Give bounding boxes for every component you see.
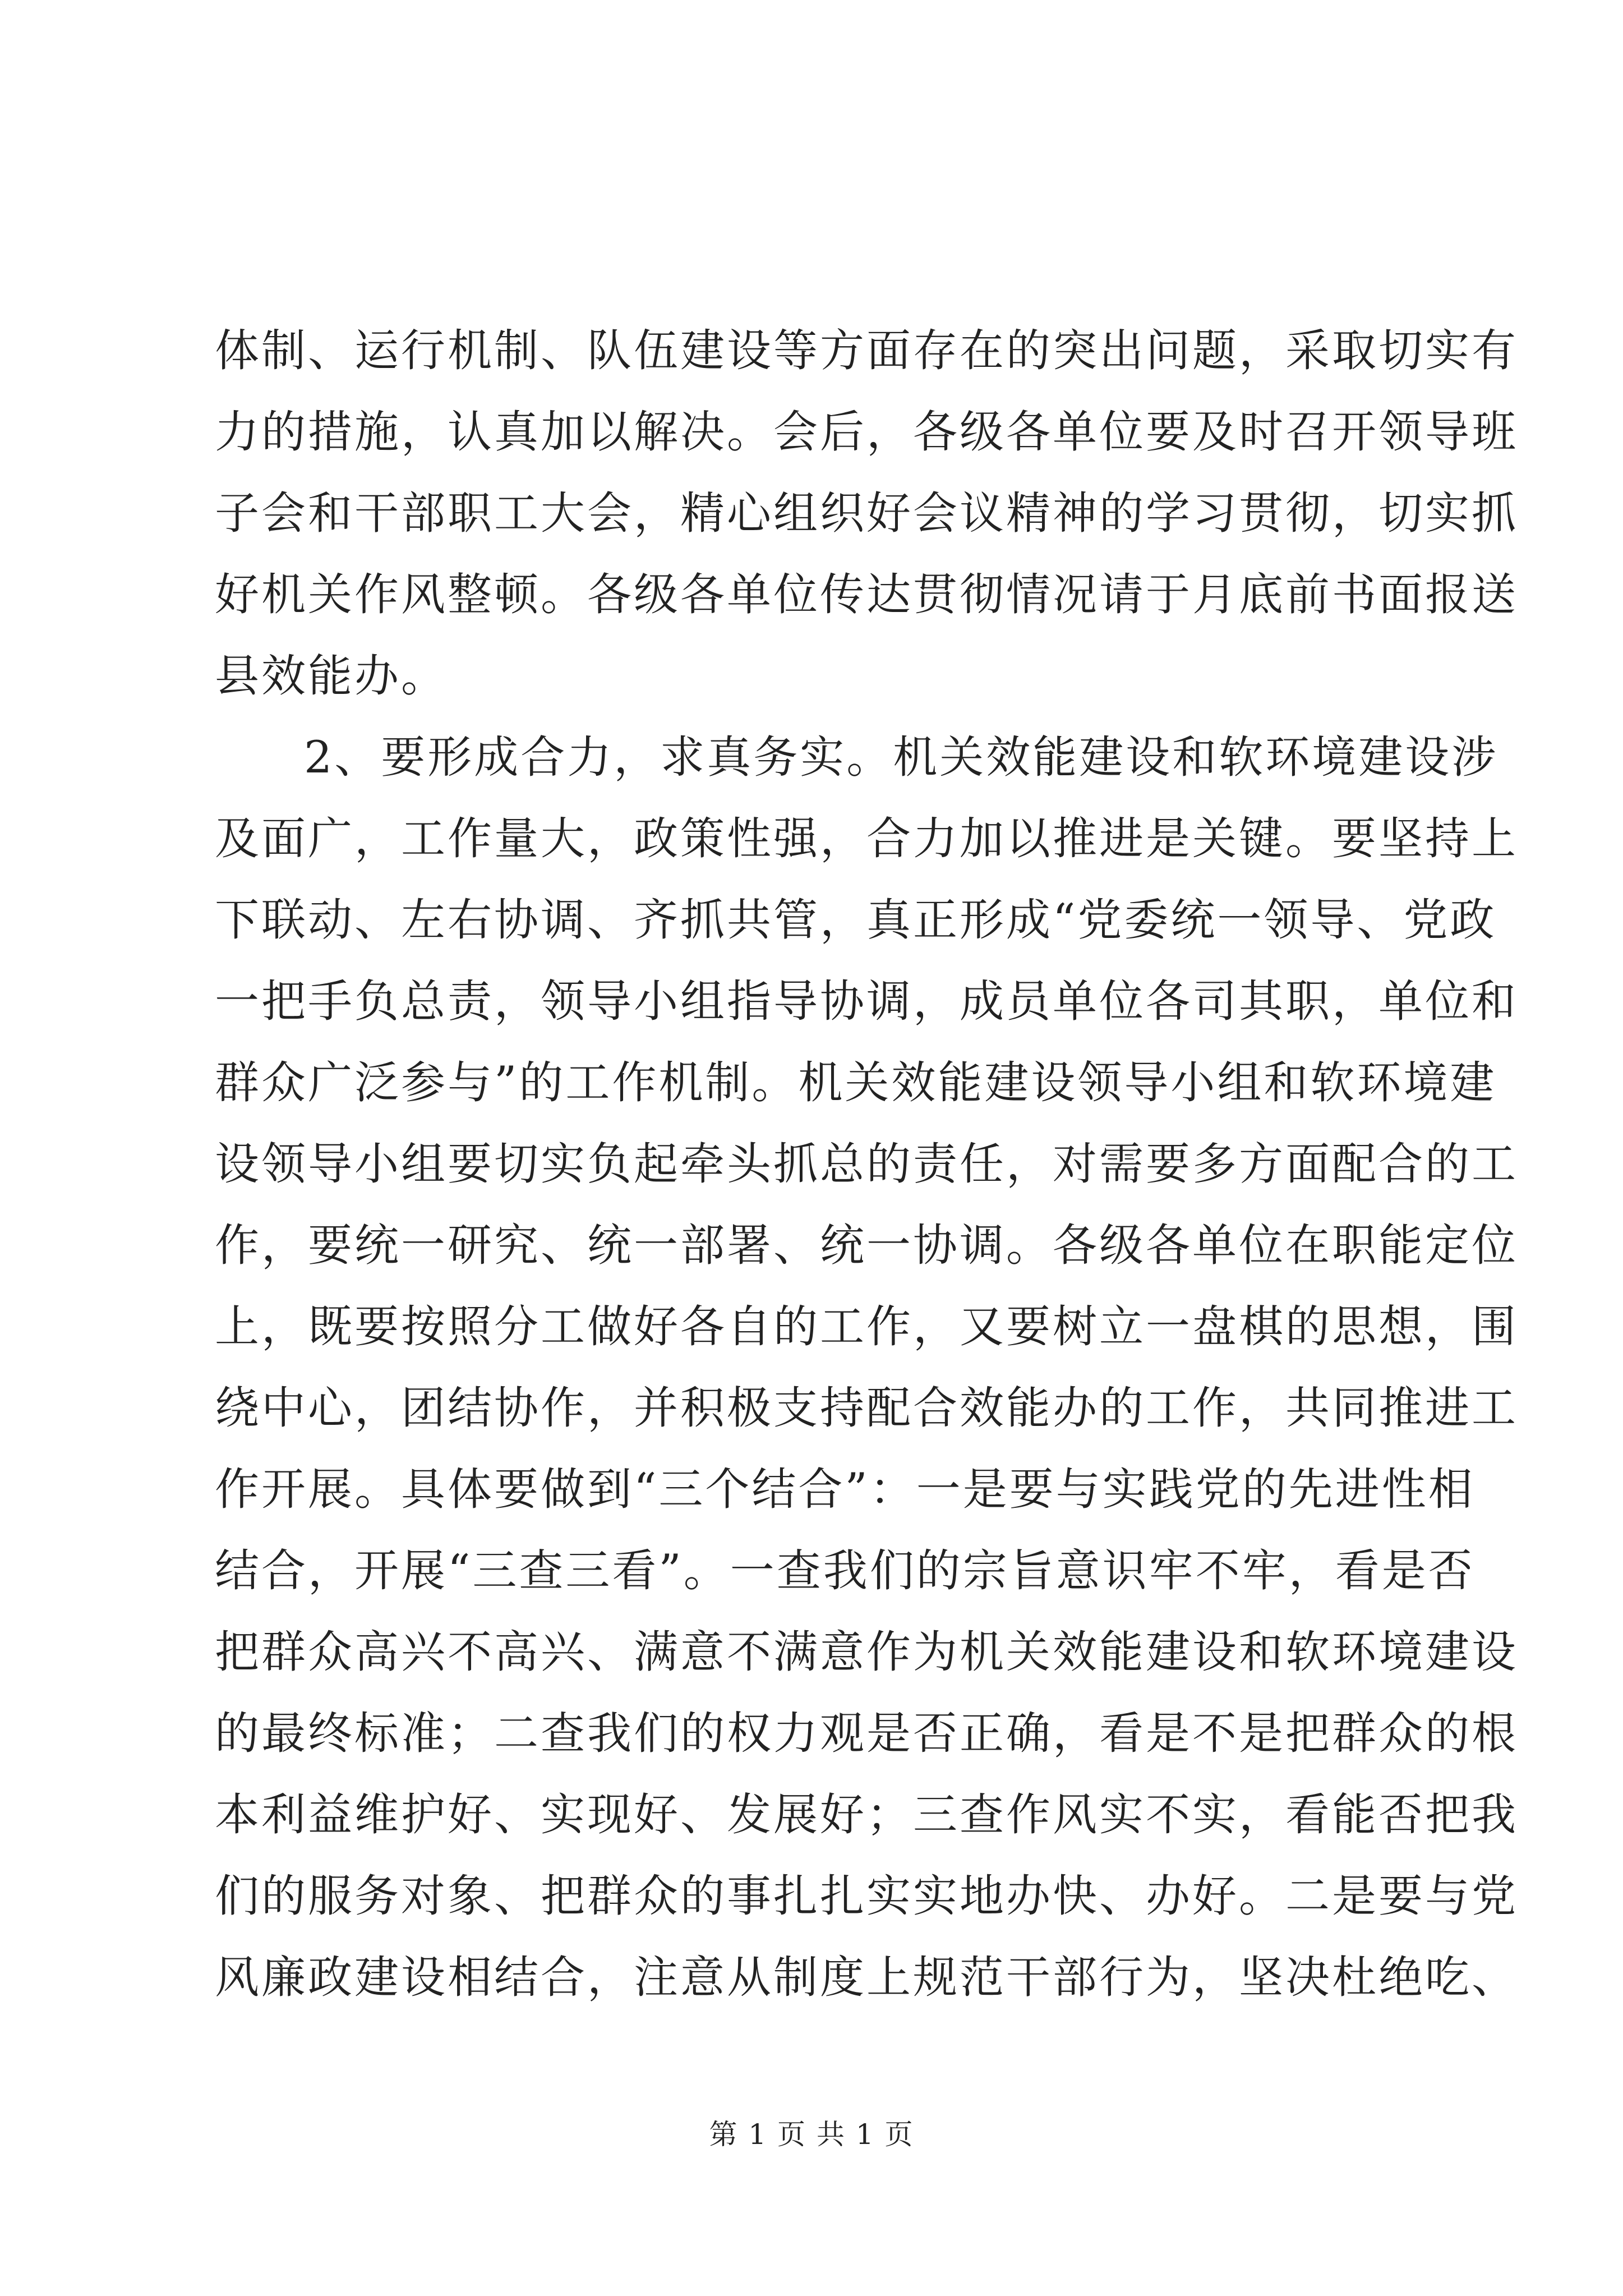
text-line: 本利益维护好、实现好、发展好；三查作风实不实，看能否把我	[215, 1789, 1518, 1841]
text-line: 把群众高兴不高兴、满意不满意作为机关效能建设和软环境建设	[215, 1626, 1518, 1678]
text-line: 绕中心，团结协作，并积极支持配合效能办的工作，共同推进工	[215, 1382, 1518, 1434]
text-line: 下联动、左右协调、齐抓共管，真正形成“党委统一领导、党政	[215, 894, 1497, 946]
text-line: 2、要形成合力，求真务实。机关效能建设和软环境建设涉	[304, 731, 1498, 783]
text-line: 群众广泛参与”的工作机制。机关效能建设领导小组和软环境建	[215, 1057, 1497, 1108]
text-line: 作，要统一研究、统一部署、统一协调。各级各单位在职能定位	[215, 1220, 1518, 1271]
text-line: 的最终标准；二查我们的权力观是否正确，看是不是把群众的根	[215, 1708, 1518, 1759]
text-line: 设领导小组要切实负起牵头抓总的责任，对需要多方面配合的工	[215, 1138, 1518, 1190]
page-number-footer: 第 1 页 共 1 页	[709, 2118, 914, 2151]
text-line: 体制、运行机制、队伍建设等方面存在的突出问题，采取切实有	[215, 325, 1518, 376]
text-line: 好机关作风整顿。各级各单位传达贯彻情况请于月底前书面报送	[215, 569, 1518, 620]
text-line: 作开展。具体要做到“三个结合”：一是要与实践党的先进性相	[215, 1464, 1475, 1515]
text-line: 一把手负总责，领导小组指导协调，成员单位各司其职，单位和	[215, 976, 1518, 1027]
text-line: 力的措施，认真加以解决。会后，各级各单位要及时召开领导班	[215, 406, 1518, 458]
text-line: 及面广，工作量大，政策性强，合力加以推进是关键。要坚持上	[215, 813, 1518, 864]
text-line: 县效能办。	[215, 650, 448, 702]
text-line: 子会和干部职工大会，精心组织好会议精神的学习贯彻，切实抓	[215, 487, 1518, 539]
text-line: 上，既要按照分工做好各自的工作，又要树立一盘棋的思想，围	[215, 1301, 1518, 1352]
text-line: 结合，开展“三查三看”。一查我们的宗旨意识牢不牢，看是否	[215, 1545, 1475, 1596]
text-line: 风廉政建设相结合，注意从制度上规范干部行为，坚决杜绝吃、	[215, 1952, 1518, 2003]
text-line: 们的服务对象、把群众的事扎扎实实地办快、办好。二是要与党	[215, 1870, 1518, 1922]
